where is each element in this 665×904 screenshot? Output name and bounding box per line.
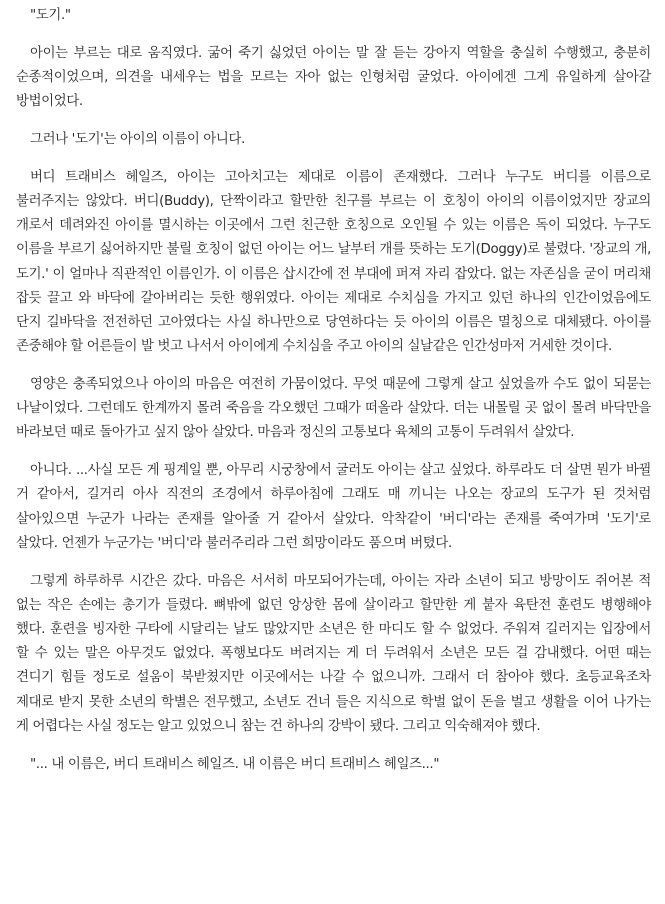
paragraph-nourishment: 영양은 충족되었으나 아이의 마음은 여전히 가뭄이었다. 무엇 때문에 그렇게 살고 싶었을까 수도 없이 되묻는 나날이었다. 그런데도 한계까지 몰려 죽음을 각오했던 그때가 떠올라 살았다. 더는 내몰릴 곳 없이 몰려 바닥만을 바라보던 때로 돌아가고 싶지 않아 살았다. 마음과 정신의 고통보다 육체의 고통이 두려워서 살았다.	[16, 377, 651, 441]
paragraph-not-his-name: 그러나 '도기'는 아이의 이름이 아니다.	[30, 132, 245, 147]
paragraph-wanted-to-live: 아니다. ...사실 모든 게 핑계일 뿐, 아무리 시궁창에서 굴러도 아이는 살고 싶었다. 하루라도 더 살면 뭔가 바뀔 거 같아서, 길거리 아사 직전의 조경에서 하루아침에 그래도 매 끼니는 나오는 장교의 도구가 된 것처럼 살아있으면 누군가 나라는 존재를 알아줄 거 같아서 살았다. 악착같이 '버디'라는 존재를 죽여가며 '도기'로 살았다. 언젠가 누군가는 '버디'라 불러주리라 그런 희망이라도 품으며 버텼다.	[16, 463, 651, 551]
paragraph-days-passed: 그렇게 하루하루 시간은 갔다. 마음은 서서히 마모되어가는데, 아이는 자라 소년이 되고 방망이도 쥐어본 적 없는 작은 손에는 총기가 들렸다. 뼈밖에 없던 앙상한 몸에 살이라고 할만한 게 붙자 육탄전 훈련도 병행해야 했다. 훈련을 빙자한 구타에 시달리는 날도 많았지만 소년은 한 마디도 할 수 없었다. 주워져 길러지는 입장에서 할 수 있는 말은 아무것도 없었다. 폭행보다도 버려지는 게 더 두려워서 소년은 모든 걸 감내했다. 어떤 때는 견디기 힘들 정도로 설움이 북받쳤지만 이곳에서는 나갈 수 없으니까. 그래서 더 참아야 했다. 초등교육조차 제대로 받지 못한 소년의 학별은 전무했고, 소년도 건너 들은 지식으로 학벌 없이 돈을 벌고 생활을 이어 나가는 게 어렵다는 사실 정도는 알고 있었으니 참는 건 하나의 강박이 됐다. 그리고 익숙해져야 했다.	[16, 573, 651, 734]
paragraph-dialogue-doggy: "도기."	[30, 8, 71, 23]
paragraph-buddy-name: 버디 트래비스 헤일즈, 아이는 고아치고는 제대로 이름이 존재했다. 그러나 누구도 버디를 이름으로 불러주지는 않았다. 버디(Buddy), 단짝이라고 할만한 친구를 부르는 이 호칭이 아이의 이름이었지만 장교의 개로서 데려와진 아이를 멸시하는 이곳에서 그런 친근한 호칭으로 오인될 수 있는 이름은 독이 되었다. 누구도 이름을 부르기 싫어하지만 불릴 호칭이 없던 아이는 어느 날부터 개를 뜻하는 도기(Doggy)로 불렸다. '장교의 개, 도기.' 이 얼마나 직관적인 이름인가. 이 이름은 삽시간에 전 부대에 퍼져 자리 잡았다. 없는 자존심을 굳이 머리채 잡듯 끌고 와 바닥에 갈아버리는 듯한 행위였다. 아이는 제대로 수치심을 가지고 있던 하나의 인간이었음에도 단지 길바닥을 전전하던 고아였다는 사실 하나만으로 당연하다는 듯 아이의 이름은 멸칭으로 대체됐다. 아이를 존중해야 할 어른들이 발 벗고 나서서 아이에게 수치심을 주고 아이의 실날같은 인간성마저 거세한 것이다.	[16, 169, 651, 355]
paragraph-dialogue-my-name: "... 내 이름은, 버디 트래비스 헤일즈. 내 이름은 버디 트래비스 헤일즈..."	[30, 756, 440, 772]
paragraph-obedience: 아이는 부르는 대로 움직였다. 굶어 죽기 싫었던 아이는 말 잘 듣는 강아지 역할을 충실히 수행했고, 충분히 순종적이었으며, 의견을 내세우는 법을 모르는 자아 없는 인형처럼 굴었다. 아이에겐 그게 유일하게 살아갈 방법이었다.	[16, 45, 651, 110]
